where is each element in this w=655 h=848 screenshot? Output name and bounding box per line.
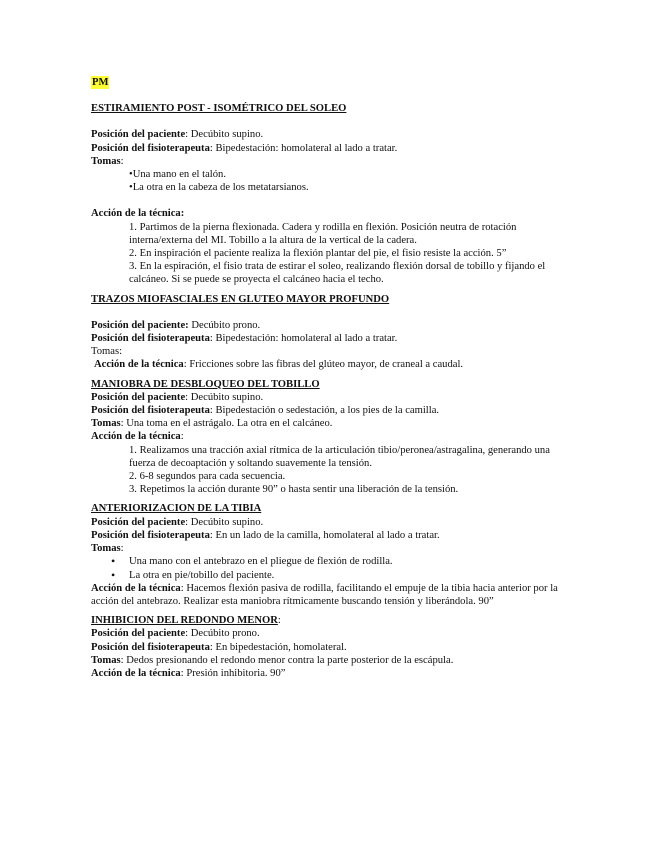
tomas-heading: Tomas: <box>91 155 124 167</box>
technique-heading: Acción de la técnica: <box>91 208 185 220</box>
tomas-heading: Tomas: <box>91 543 124 555</box>
list-item: •Una mano en el talón. <box>129 169 226 181</box>
section-title: ANTERIORIZACION DE LA TIBIA <box>91 503 262 515</box>
tomas-line: Tomas: Una toma en el astrágalo. La otra en el calcáneo. <box>91 418 333 430</box>
therapist-position: Posición del fisioterapeuta: Bipedestación: homolateral al lado a tratar. <box>91 142 398 154</box>
patient-position: Posición del paciente: Decúbito supino. <box>91 129 264 141</box>
patient-position: Posición del paciente: Decúbito supino. <box>91 516 264 528</box>
section-title-row: INHIBICION DEL REDONDO MENOR: <box>91 615 281 627</box>
section-tibia <box>91 502 571 608</box>
list-item: •La otra en la cabeza de los metatarsianos. <box>129 182 309 194</box>
patient-position: Posición del paciente: Decúbito prono. <box>91 628 260 640</box>
section-tobillo <box>91 378 571 497</box>
list-item: 2. En inspiración el paciente realiza la flexión plantar del pie, el fisio resiste la acción. 5” <box>129 248 507 260</box>
list-item: 3. En la espiración, el fisio trata de estirar el soleo, realizando flexión dorsal de tobillo y fijando el calcáneo. Si se puede se proyecta el calcáneo hacia el techo. <box>129 261 546 286</box>
section-soleo <box>91 102 571 286</box>
section-title: TRAZOS MIOFASCIALES EN GLUTEO MAYOR PROFUNDO <box>91 293 390 305</box>
document-content <box>91 76 571 680</box>
list-item: 1. Realizamos una tracción axial rítmica de la articulación tibio/peronea/astragalina, generando una fuerza de decoaptación y soltando suavemente la tensión. <box>129 444 550 469</box>
technique-line: Acción de la técnica: Hacemos flexión pasiva de rodilla, facilitando el empuje de la tibia hacia anterior por la acción del antebrazo. Realizar esta maniobra rítmicamente buscando tensión y liberándola. 90” <box>91 582 558 607</box>
list-item: • Una mano con el antebrazo en el pliegue de flexión de rodilla. <box>109 555 571 568</box>
patient-position: Posición del paciente: Decúbito supino. <box>91 391 264 403</box>
highlight-tag: PM <box>92 77 109 88</box>
therapist-position: Posición del fisioterapeuta: Bipedestación: homolateral al lado a tratar. <box>91 333 398 345</box>
therapist-position: Posición del fisioterapeuta: Bipedestación o sedestación, a los pies de la camilla. <box>91 405 440 417</box>
tomas-line: Tomas: Dedos presionando el redondo menor contra la parte posterior de la escápula. <box>91 654 454 666</box>
list-item: 3. Repetimos la acción durante 90” o hasta sentir una liberación de la tensión. <box>129 484 459 496</box>
section-title: MANIOBRA DE DESBLOQUEO DEL TOBILLO <box>91 378 320 390</box>
tomas-list <box>109 555 571 581</box>
patient-position: Posición del paciente: Decúbito prono. <box>91 319 261 331</box>
section-gluteo <box>91 293 571 372</box>
technique-line: Acción de la técnica: Fricciones sobre las fibras del glúteo mayor, de craneal a caudal. <box>94 359 464 371</box>
section-title: ESTIRAMIENTO POST - ISOMÉTRICO DEL SOLEO <box>91 103 347 115</box>
technique-line: Acción de la técnica: Presión inhibitoria. 90” <box>91 667 286 679</box>
therapist-position: Posición del fisioterapeuta: En bipedestación, homolateral. <box>91 641 347 653</box>
section-redondo <box>91 614 571 680</box>
tomas-line: Tomas: <box>91 346 123 358</box>
therapist-position: Posición del fisioterapeuta: En un lado de la camilla, homolateral al lado a tratar. <box>91 529 440 541</box>
list-item: • La otra en pie/tobillo del paciente. <box>109 569 571 582</box>
list-item: 2. 6-8 segundos para cada secuencia. <box>129 471 286 483</box>
list-item: 1. Partimos de la pierna flexionada. Cadera y rodilla en flexión. Posición neutra de rotación interna/externa del MI. Tobillo a la altura de la vertical de la cadera. <box>129 221 517 246</box>
section-title: INHIBICION DEL REDONDO MENOR <box>91 615 278 627</box>
technique-heading: Acción de la técnica: <box>91 431 184 443</box>
